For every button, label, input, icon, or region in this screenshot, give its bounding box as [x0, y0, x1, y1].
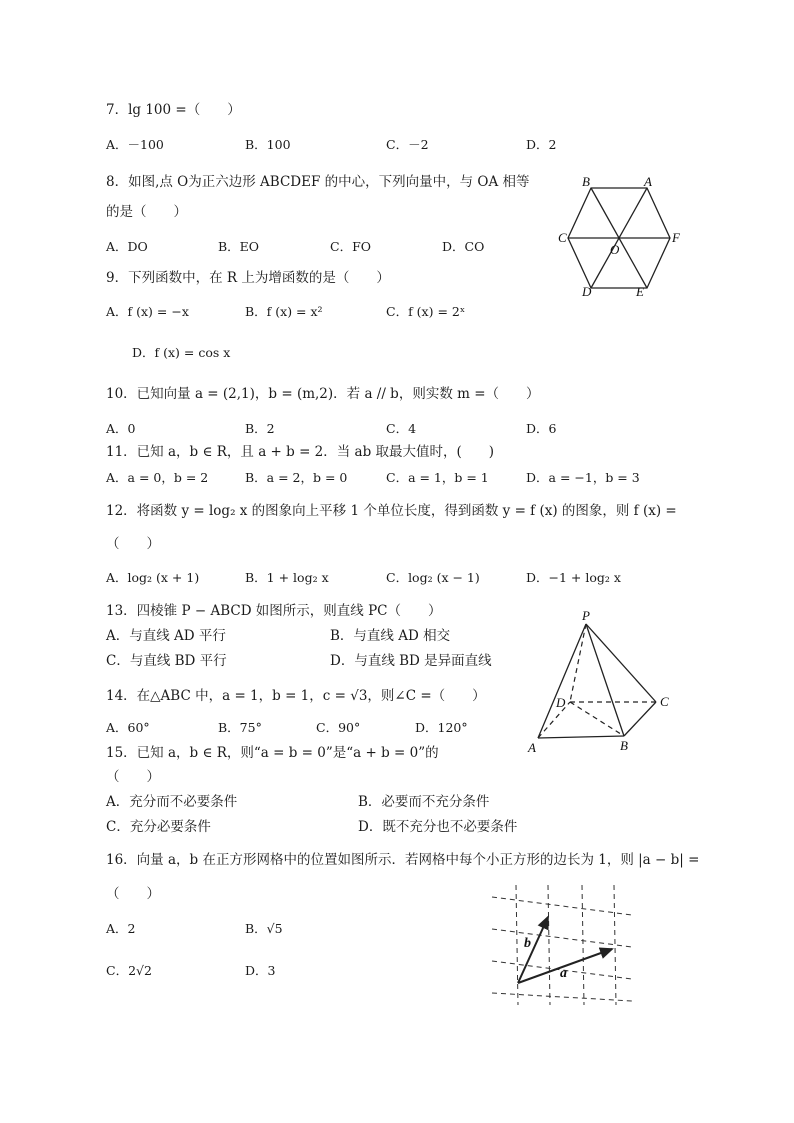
q7-option-c: C．－2	[386, 137, 429, 152]
hexagon-figure	[560, 176, 690, 298]
q8-option-b: B．EO	[218, 239, 260, 254]
q15-stem: 15．已知 a，b ∈ R，则“a = b = 0”是“a + b = 0”的	[106, 745, 439, 761]
q13-option-b: B．与直线 AD 相交	[330, 628, 451, 644]
q15-option-c: C．充分必要条件	[106, 819, 211, 835]
q16-blank: （ ）	[106, 886, 160, 902]
q14-option-a: A．60°	[106, 720, 150, 735]
pyramid-label-d: D	[556, 695, 566, 710]
q13-stem: 13．四棱锥 P − ABCD 如图所示，则直线 PC（ ）	[106, 603, 442, 619]
grid-label-b: b	[524, 936, 531, 951]
q9-option-c: C．f (x) = 2ˣ	[386, 304, 466, 319]
q12-option-d: D．−1 + log₂ x	[526, 570, 621, 585]
hex-label-c: C	[558, 230, 567, 245]
q9-option-d: D．f (x) = cos x	[132, 345, 231, 360]
q15-option-d: D．既不充分也不必要条件	[358, 819, 518, 835]
q7-option-b: B．100	[245, 137, 291, 152]
vector-grid-figure	[492, 885, 642, 1005]
q8-option-c: C．FO	[330, 239, 371, 254]
q10-option-a: A．0	[106, 421, 136, 436]
hex-label-d: D	[582, 284, 592, 299]
q15-option-b: B．必要而不充分条件	[358, 794, 490, 810]
q12-option-c: C．log₂ (x − 1)	[386, 570, 480, 585]
hex-label-f: F	[672, 230, 680, 245]
q12-stem: 12．将函数 y = log₂ x 的图象向上平移 1 个单位长度，得到函数 y = f (x) 的图象，则 f (x) =	[106, 503, 677, 519]
hex-label-a: A	[644, 174, 652, 189]
q8-stem-line1: 8．如图,点 O为正六边形 ABCDEF 的中心，下列向量中，与 OA 相等	[106, 174, 530, 190]
q11-option-d: D．a = −1，b = 3	[526, 470, 640, 485]
q14-option-b: B．75°	[218, 720, 262, 735]
q9-option-a: A．f (x) = −x	[106, 304, 189, 319]
q14-stem: 14．在△ABC 中，a = 1，b = 1，c = √3，则∠C =（ ）	[106, 688, 486, 704]
pyramid-label-a: A	[528, 740, 536, 755]
q13-option-a: A．与直线 AD 平行	[106, 628, 226, 644]
q9-option-b: B．f (x) = x²	[245, 304, 323, 319]
q12-blank: （ ）	[106, 536, 160, 552]
q16-option-d: D．3	[245, 963, 276, 978]
q11-option-a: A．a = 0，b = 2	[106, 470, 209, 485]
pyramid-label-b: B	[620, 738, 628, 753]
q14-option-d: D．120°	[415, 720, 468, 735]
q16-option-a: A．2	[106, 921, 136, 936]
hex-label-o: O	[610, 242, 620, 257]
q10-option-d: D．6	[526, 421, 557, 436]
q7-option-a: A．－100	[106, 137, 164, 152]
q16-option-b: B．√5	[245, 921, 283, 936]
hex-label-e: E	[636, 284, 644, 299]
q8-stem-line2: 的是（ ）	[106, 204, 187, 220]
q14-option-c: C．90°	[316, 720, 361, 735]
grid-label-a: a	[560, 966, 567, 981]
pyramid-label-c: C	[660, 694, 669, 709]
q16-option-c: C．2√2	[106, 963, 152, 978]
q7-stem: 7．lg 100 =（ ）	[106, 102, 241, 118]
q16-stem: 16．向量 a，b 在正方形网格中的位置如图所示．若网格中每个小正方形的边长为 1，则 |a − b| =	[106, 852, 700, 868]
hex-label-b: B	[582, 174, 590, 189]
q9-stem: 9．下列函数中，在 R 上为增函数的是（ ）	[106, 270, 390, 286]
pyramid-figure	[520, 608, 680, 758]
pyramid-label-p: P	[582, 608, 590, 623]
q15-option-a: A．充分而不必要条件	[106, 794, 238, 810]
q11-option-b: B．a = 2，b = 0	[245, 470, 348, 485]
q12-option-a: A．log₂ (x + 1)	[106, 570, 200, 585]
q8-option-d: D．CO	[442, 239, 485, 254]
q12-option-b: B．1 + log₂ x	[245, 570, 329, 585]
q10-stem: 10．已知向量 a = (2,1)，b = (m,2)．若 a // b，则实数 m =（ ）	[106, 386, 540, 402]
q11-option-c: C．a = 1，b = 1	[386, 470, 489, 485]
q15-blank: （ ）	[106, 769, 160, 785]
q11-stem: 11．已知 a，b ∈ R，且 a + b = 2．当 ab 取最大值时，( )	[106, 444, 495, 460]
q13-option-c: C．与直线 BD 平行	[106, 653, 227, 669]
q7-option-d: D．2	[526, 137, 557, 152]
q13-option-d: D．与直线 BD 是异面直线	[330, 653, 492, 669]
q8-option-a: A．DO	[106, 239, 148, 254]
q10-option-b: B．2	[245, 421, 275, 436]
q10-option-c: C．4	[386, 421, 417, 436]
